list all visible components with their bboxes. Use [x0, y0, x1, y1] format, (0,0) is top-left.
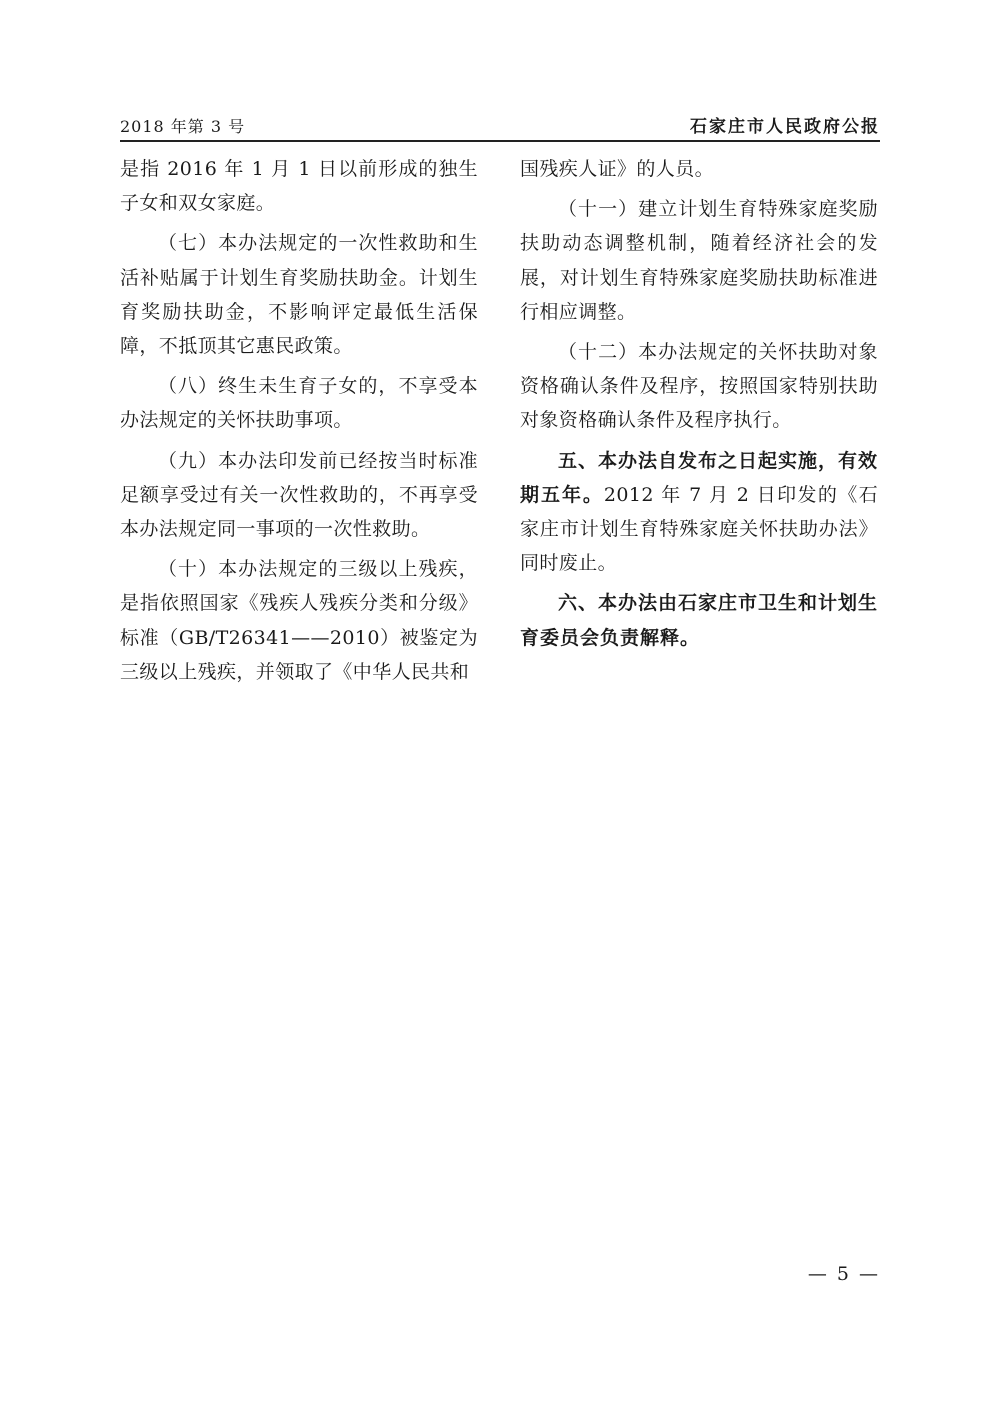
- paragraph: （十）本办法规定的三级以上残疾，是指依照国家《残疾人残疾分类和分级》标准（GB/T26341——2010）被鉴定为三级以上残疾，并领取了《中华人民共和: [120, 558, 478, 683]
- page-number: — 5 —: [807, 1263, 880, 1285]
- paragraph-article-six: [520, 586, 878, 654]
- paragraph: （九）本办法印发前已经按当时标准足额享受过有关一次性救助的，不再享受本办法规定同一事项的一次性救助。: [120, 449, 478, 541]
- page-header: [120, 115, 880, 139]
- paragraph: 国残疾人证》的人员。: [520, 158, 715, 180]
- left-column: [120, 152, 478, 695]
- right-column: [520, 152, 878, 661]
- paragraph-article-five: [520, 444, 878, 581]
- publication-title: 石家庄市人民政府公报: [690, 117, 880, 137]
- header-rule: [120, 140, 880, 142]
- paragraph: （十二）本办法规定的关怀扶助对象资格确认条件及程序，按照国家特别扶助对象资格确认条件及程序执行。: [520, 341, 878, 432]
- article-heading: 五、本办法自发布之日起实施，有效期五年。: [520, 449, 879, 506]
- paragraph: （八）终生未生育子女的，不享受本办法规定的关怀扶助事项。: [120, 375, 478, 432]
- article-heading: 六、本办法由石家庄市卫生和计划生育委员会负责解释。: [520, 592, 879, 649]
- paragraph: （十一）建立计划生育特殊家庭奖励扶助动态调整机制，随着经济社会的发展，对计划生育特殊家庭奖励扶助标准进行相应调整。: [520, 198, 878, 323]
- article-body: 2012 年 7 月 2 日印发的《石家庄市计划生育特殊家庭关怀扶助办法》同时废止。: [520, 483, 878, 575]
- issue-label: 2018 年第 3 号: [120, 117, 246, 136]
- paragraph: （七）本办法规定的一次性救助和生活补贴属于计划生育奖励扶助金。计划生育奖励扶助金，不影响评定最低生活保障，不抵顶其它惠民政策。: [120, 232, 478, 358]
- paragraph: 是指 2016 年 1 月 1 日以前形成的独生子女和双女家庭。: [120, 158, 478, 215]
